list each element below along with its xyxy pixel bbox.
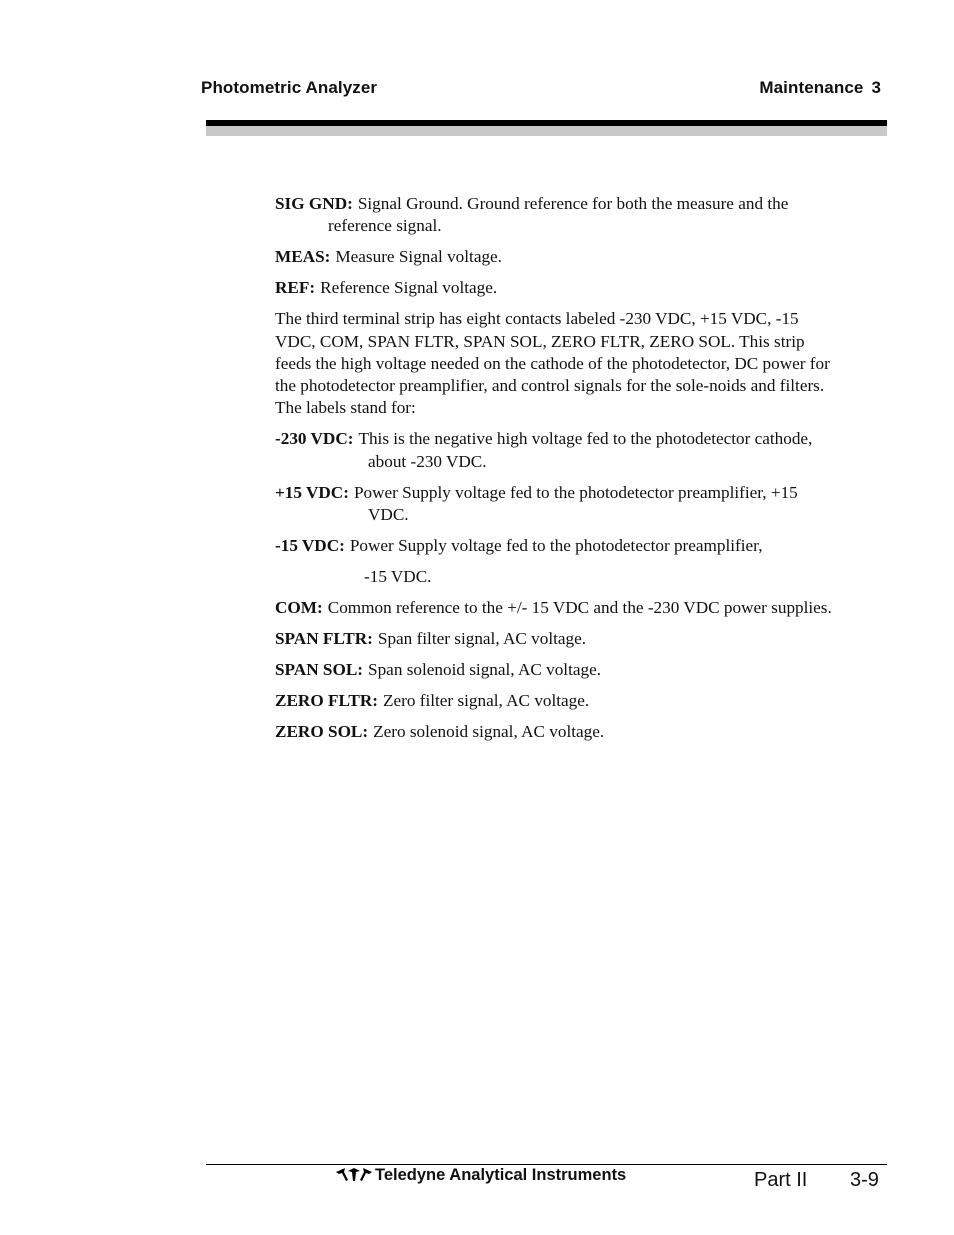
footer-rule	[206, 1164, 887, 1165]
header-title: Photometric Analyzer	[201, 78, 378, 97]
definition-text: Common reference to the +/- 15 VDC and the -230 VDC power supplies.	[327, 598, 832, 618]
term: SIG GND:	[275, 194, 353, 213]
definition-text: Signal Ground. Ground reference for both the measure and the reference signal.	[328, 194, 789, 236]
footer-part: Part II	[754, 1169, 808, 1191]
definition-text: Reference Signal voltage.	[320, 278, 498, 298]
definition-text: Zero filter signal, AC voltage.	[383, 691, 590, 711]
definition-text: Span filter signal, AC voltage.	[377, 629, 587, 649]
definition-text: Span solenoid signal, AC voltage.	[368, 660, 602, 680]
term: -230 VDC:	[275, 429, 354, 449]
definition-com	[275, 597, 840, 619]
definition-text: Measure Signal voltage.	[335, 247, 502, 267]
definition-text: Zero solenoid signal, AC voltage.	[373, 722, 605, 742]
definition-230vdc	[275, 428, 840, 473]
header-section	[759, 78, 881, 98]
document-body	[275, 193, 840, 752]
term: ZERO FLTR:	[275, 691, 378, 711]
definition-sig-gnd	[275, 193, 840, 238]
definition-zero-sol	[275, 721, 840, 743]
definition-text: Power Supply voltage fed to the photodetector preamplifier, +15 VDC.	[353, 482, 798, 524]
footer-page-number: 3-9	[850, 1169, 879, 1191]
term: MEAS:	[275, 247, 331, 267]
header-section-label: Maintenance	[759, 78, 864, 97]
footer-brand: Teledyne Analytical Instruments	[375, 1166, 627, 1184]
definition-meas	[275, 246, 840, 268]
term: REF:	[275, 278, 316, 298]
definition-text: This is the negative high voltage fed to the photodetector cathode, about -230 VDC.	[358, 429, 813, 471]
term: SPAN FLTR:	[275, 629, 373, 649]
definition-span-sol	[275, 659, 840, 681]
definition-minus15vdc	[275, 535, 840, 557]
term: -15 VDC:	[275, 535, 345, 555]
definition-plus15vdc	[275, 482, 840, 527]
definition-span-fltr	[275, 628, 840, 650]
definition-minus15vdc-continued: -15 VDC.	[364, 567, 432, 587]
teledyne-logo-icon	[336, 1167, 372, 1183]
term: +15 VDC:	[275, 482, 349, 502]
header-chapter-number: 3	[871, 78, 881, 97]
header-rule-shadow	[206, 126, 887, 136]
definition-text: Power Supply voltage fed to the photodetector preamplifier,	[349, 535, 763, 555]
term: ZERO SOL:	[275, 722, 369, 742]
definition-zero-fltr	[275, 690, 840, 712]
intro-paragraph: The third terminal strip has eight contacts labeled -230 VDC, +15 VDC, -15 VDC, COM, SPAN FLTR, SPAN SOL, ZERO FLTR, ZERO SOL. This strip feeds the high voltage needed on the cathode of the photodetector, DC power for the photodetector preamplifier, and control signals for the sole-noids and filters. The labels stand for:	[275, 309, 830, 418]
term: SPAN SOL:	[275, 660, 364, 680]
term: COM:	[275, 598, 323, 618]
definition-ref	[275, 277, 840, 299]
